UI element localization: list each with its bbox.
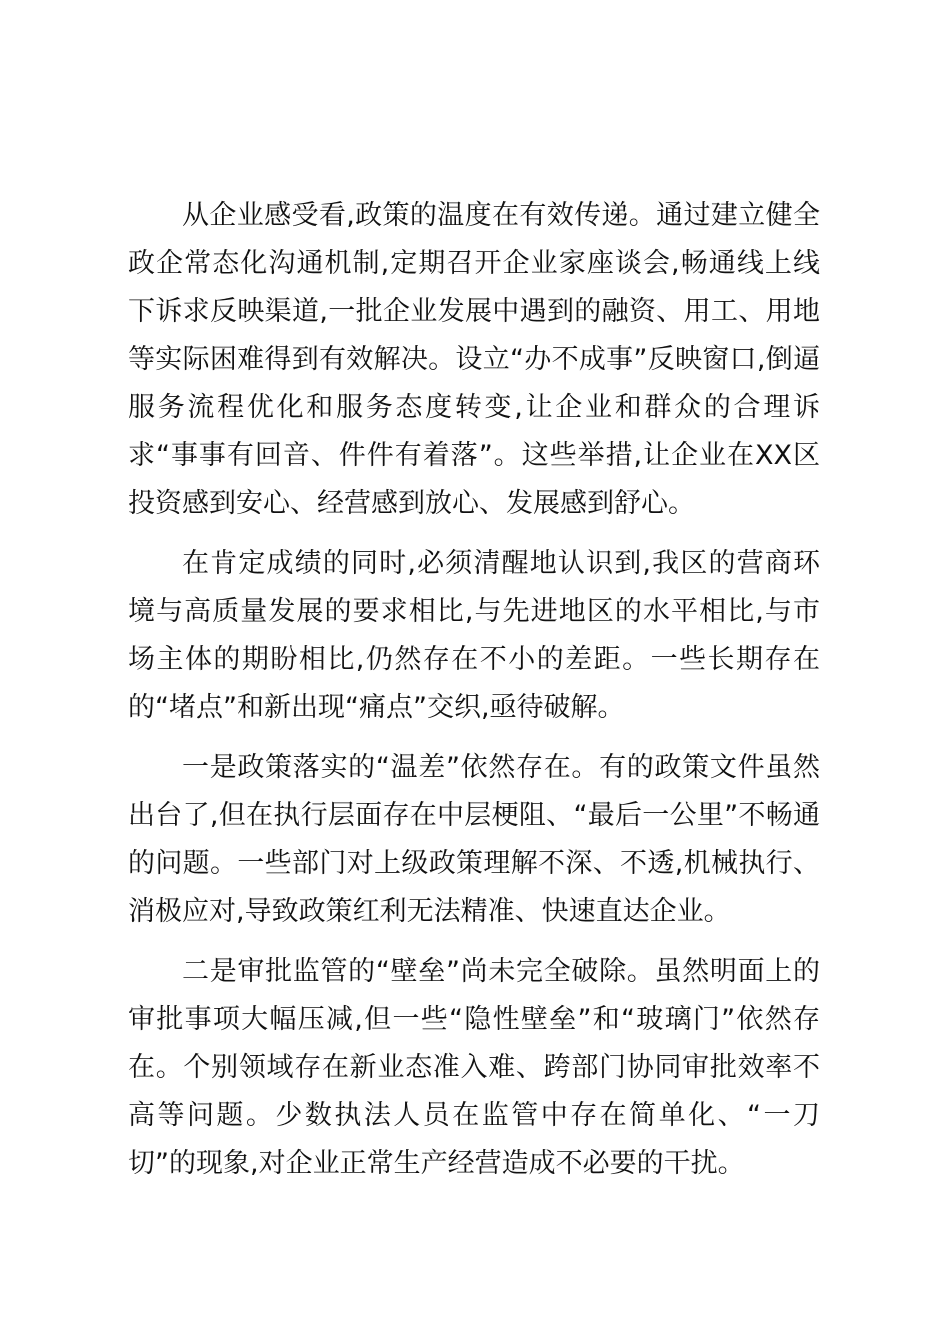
paragraph-gap-recognition: 在肯定成绩的同时,必须清醒地认识到,我区的营商环境与高质量发展的要求相比,与先进地区的水平相比,与市场主体的期盼相比,仍然存在不小的差距。一些长期存在的“堵点”和新出现“痛点”交织,亟待破解。 xyxy=(128,548,820,723)
paragraph-policy-implementation: 一是政策落实的“温差”依然存在。有的政策文件虽然出台了,但在执行层面存在中层梗阻、“最后一公里”不畅通的问题。一些部门对上级政策理解不深、不透,机械执行、消极应对,导致政策红利无法精准、快速直达企业。 xyxy=(128,752,820,927)
document-body xyxy=(128,192,820,1188)
paragraph-enterprise-experience: 从企业感受看,政策的温度在有效传递。通过建立健全政企常态化沟通机制,定期召开企业家座谈会,畅通线上线下诉求反映渠道,一批企业发展中遇到的融资、用工、用地等实际困难得到有效解决。设立“办不成事”反映窗口,倒逼服务流程优化和服务态度转变,让企业和群众的合理诉求“事事有回音、件件有着落”。这些举措,让企业在XX区投资感到安心、经营感到放心、发展感到舒心。 xyxy=(128,200,820,519)
paragraph-approval-barriers: 二是审批监管的“壁垒”尚未完全破除。虽然明面上的审批事项大幅压减,但一些“隐性壁垒”和“玻璃门”依然存在。个别领域存在新业态准入难、跨部门协同审批效率不高等问题。少数执法人员在监管中存在简单化、“一刀切”的现象,对企业正常生产经营造成不必要的干扰。 xyxy=(128,956,820,1179)
